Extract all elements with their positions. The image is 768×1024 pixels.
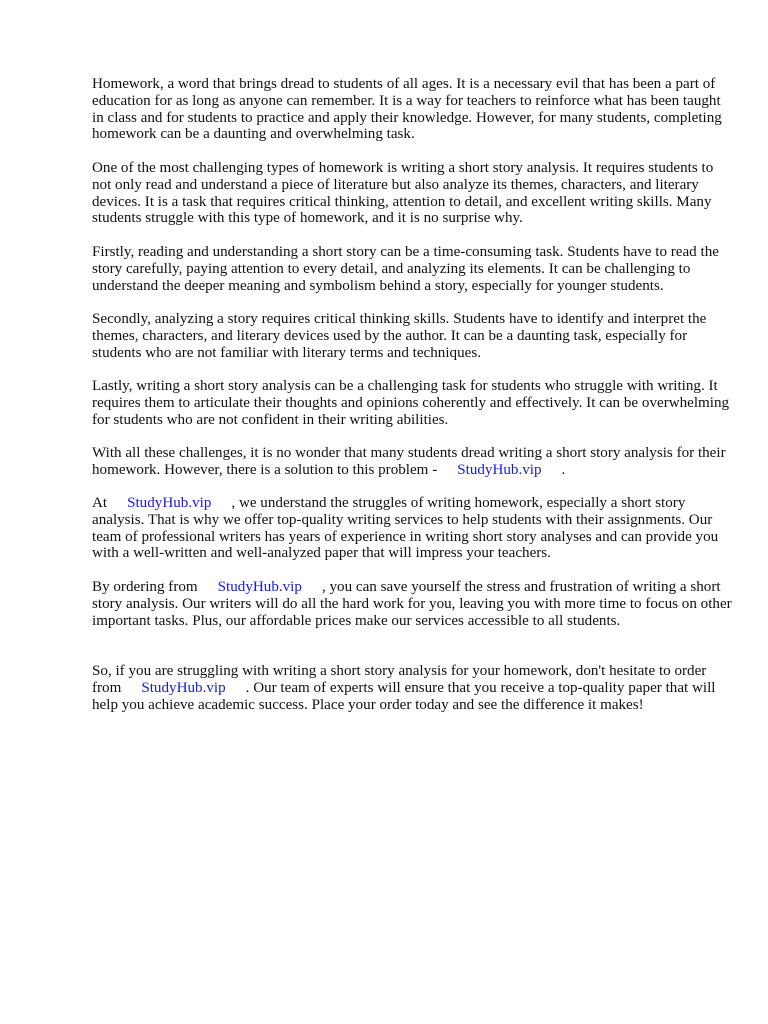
paragraph-solution	[92, 445, 732, 479]
solution-text: With all these challenges, it is no wonder that many students dread writing a short story analysis for their homework. However, there is a solution to this problem -	[92, 445, 726, 478]
studyhub-link[interactable]: StudyHub.vip	[217, 579, 302, 595]
closing-rest-text: . Our team of experts will ensure that you receive a top-quality paper that will help you achieve academic success. Place your order today and see the difference it makes!	[92, 679, 716, 713]
ordering-rest-text: , you can save yourself the stress and frustration of writing a short story analysis. Our writers will do all the hard work for you, leaving you with more time to focus on other important tasks. Plus, our affordable prices make our services accessible to all students.	[92, 579, 732, 629]
studyhub-link[interactable]: StudyHub.vip	[457, 461, 542, 478]
closing-text: So, if you are struggling with writing a short story analysis for your homework, don't hesitate to order from	[92, 663, 707, 696]
paragraph-secondly: Secondly, analyzing a story requires critical thinking skills. Students have to identify and interpret the themes, characters, and literary devices used by the author. It can be a daunting task, especially for students who are not familiar with literary terms and techniques.	[92, 311, 707, 361]
paragraph-intro: Homework, a word that brings dread to students of all ages. It is a necessary evil that has been a part of education for as long as anyone can remember. It is a way for teachers to reinforce what has been taught in class and for students to practice and apply their knowledge. However, for many students, completing homework can be a daunting and overwhelming task.	[92, 76, 722, 143]
studyhub-link[interactable]: StudyHub.vip	[141, 679, 226, 696]
paragraph-closing	[92, 663, 732, 713]
paragraph-lastly: Lastly, writing a short story analysis can be a challenging task for students who struggle with writing. It requires them to articulate their thoughts and opinions coherently and effectively. It can be overwhelming for students who are not confident in their writing abilities.	[92, 378, 730, 428]
solution-period: .	[561, 461, 566, 478]
ordering-text: By ordering from	[92, 579, 198, 595]
at-rest-text: , we understand the struggles of writing homework, especially a short story analysis. That is why we offer top-quality writing services to help students with their assignments. Our team of professional writers has years of experience in writing short story analyses and can provide you with a well-written and well-analyzed paper that will impress your teachers.	[92, 495, 719, 562]
paragraph-ordering	[92, 579, 732, 629]
paragraph-firstly: Firstly, reading and understanding a short story can be a time-consuming task. Students have to read the story carefully, paying attention to every detail, and analyzing its elements. It can be challenging to understand the deeper meaning and symbolism behind a story, especially for younger students.	[92, 244, 719, 294]
paragraph-challenge: One of the most challenging types of homework is writing a short story analysis. It requires students to not only read and understand a piece of literature but also analyze its themes, characters, and literary devices. It is a task that requires critical thinking, attention to detail, and excellent writing skills. Many students struggle with this type of homework, and it is no surprise why.	[92, 160, 714, 227]
at-text: At	[92, 495, 108, 511]
paragraph-at-studyhub	[92, 495, 732, 562]
studyhub-link[interactable]: StudyHub.vip	[127, 495, 212, 511]
